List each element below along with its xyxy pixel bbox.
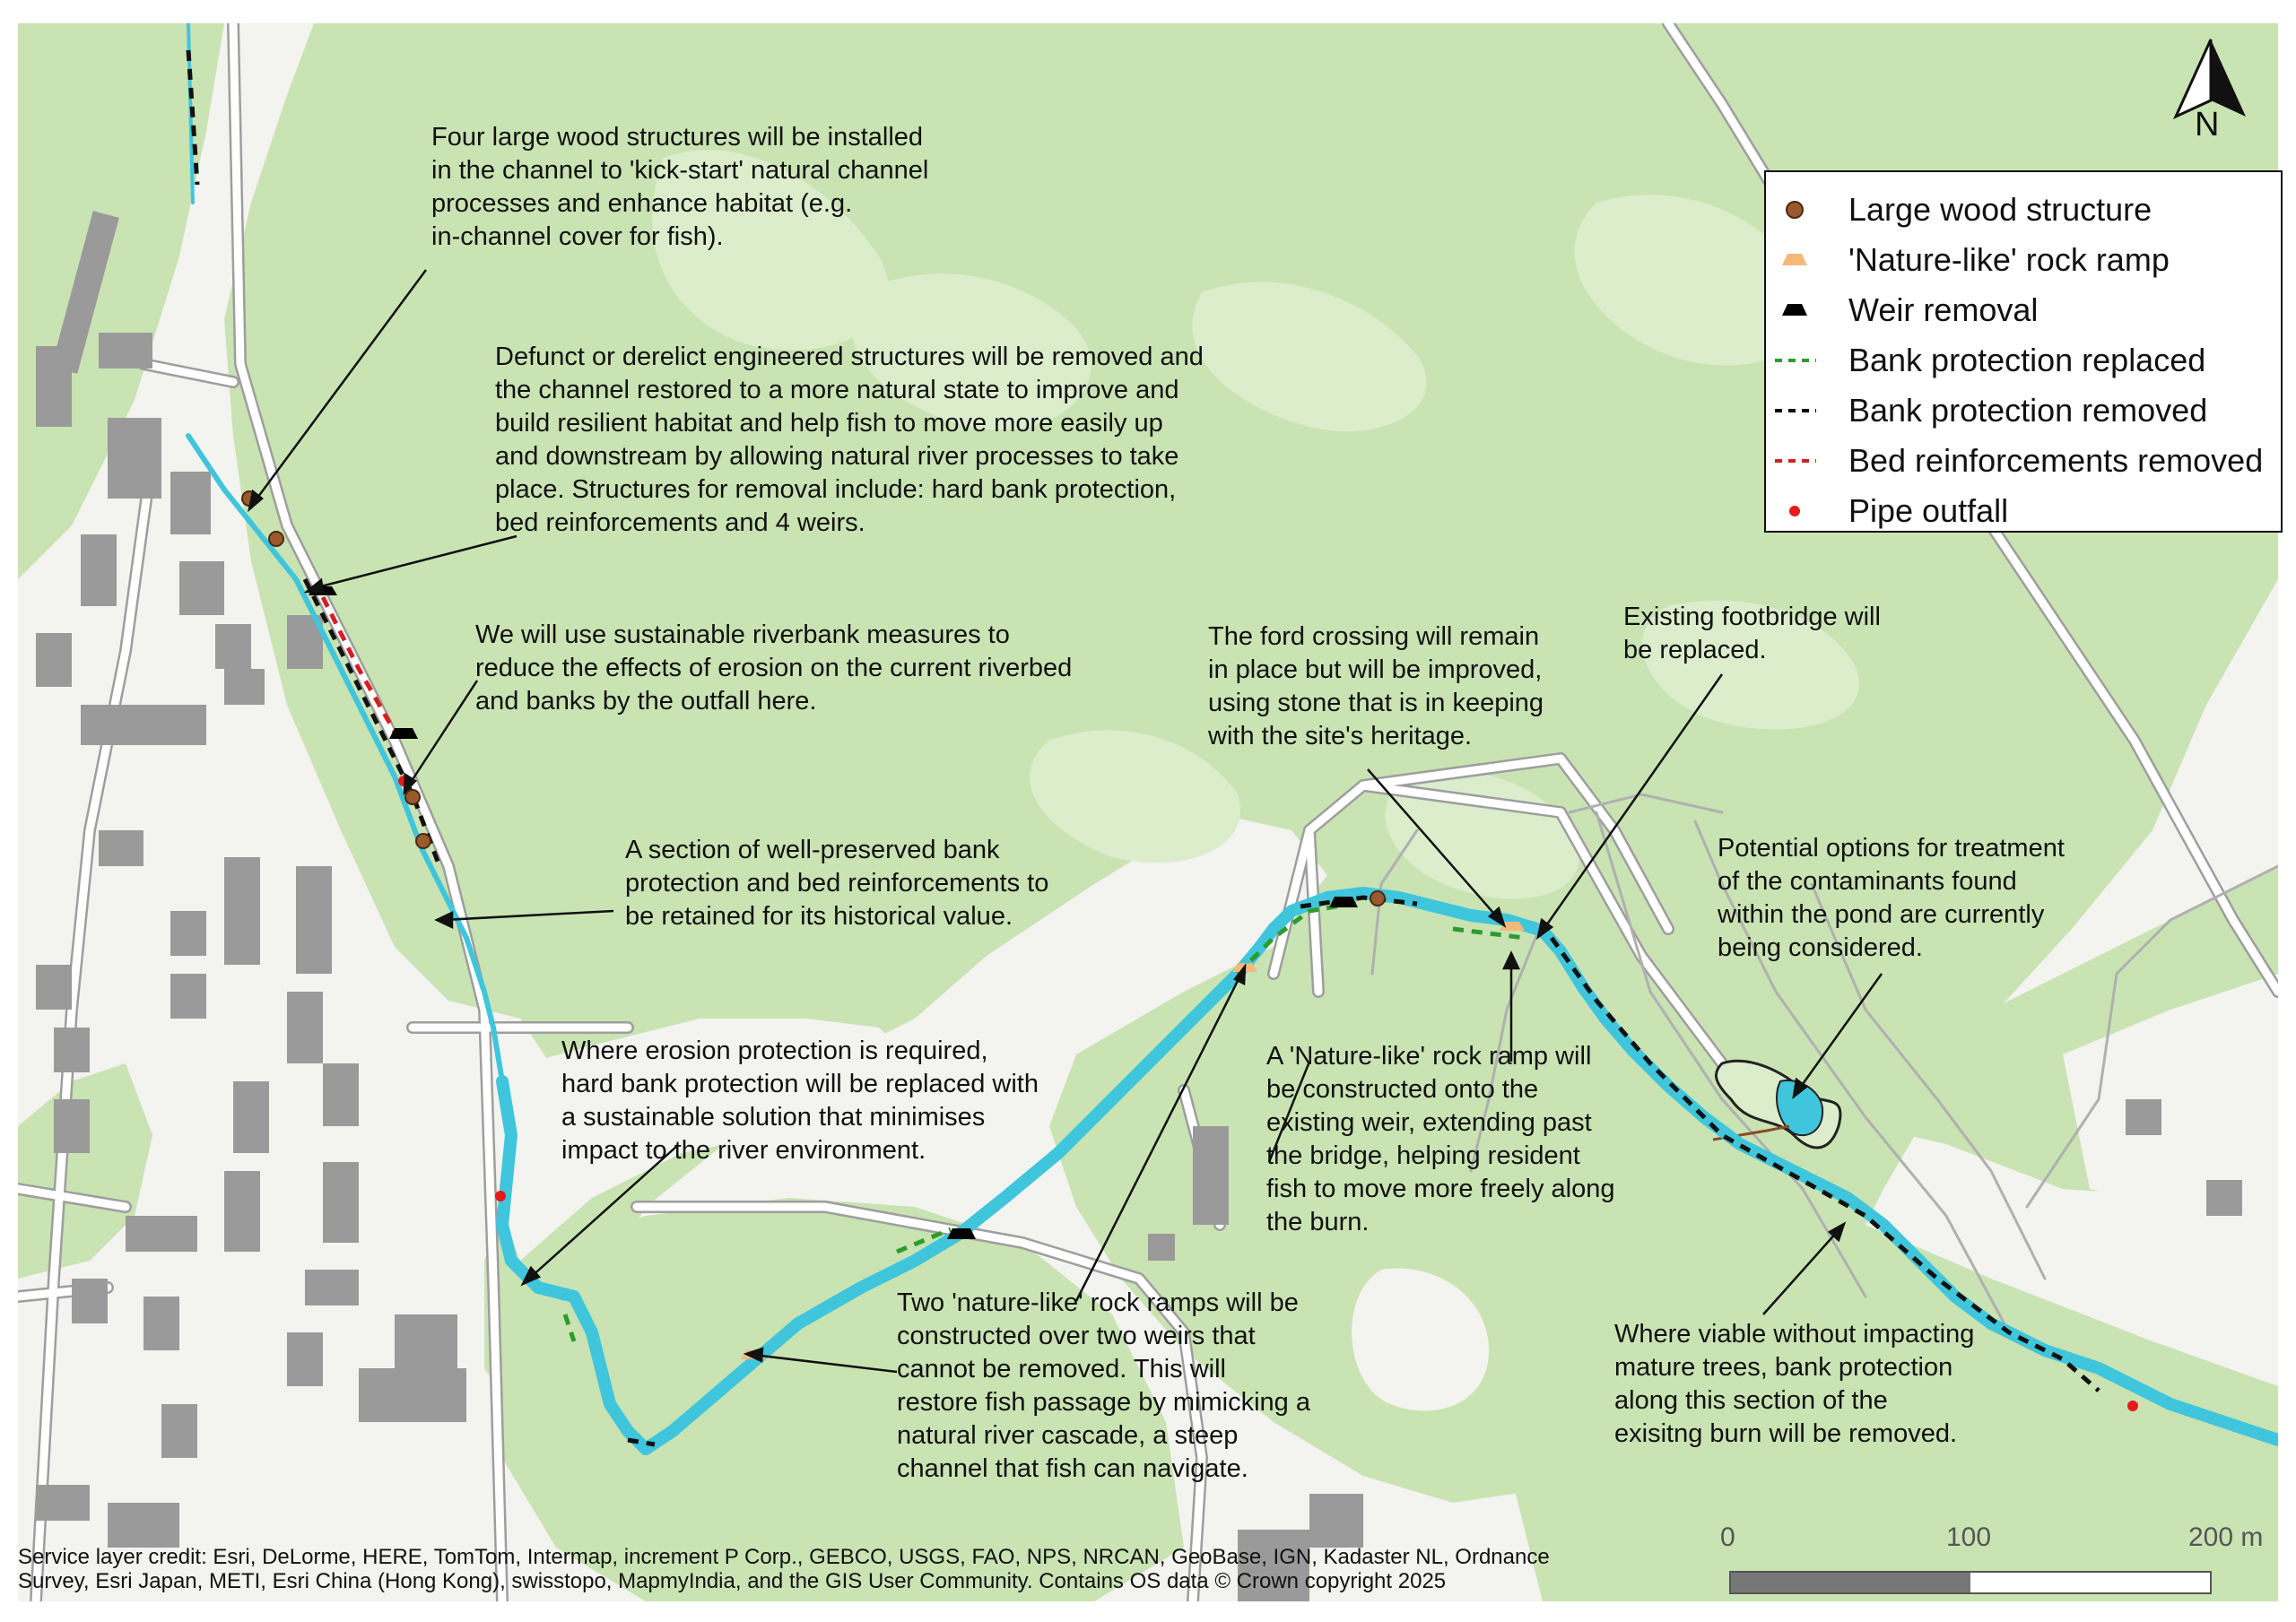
annotation-viable: Where viable without impacting mature trees, bank protection along this section of the exisitng burn will be removed. [1614,1320,1975,1448]
legend-label: Bank protection removed [1848,392,2208,429]
annotation-ford: The ford crossing will remain in place but will be improved, using stone that is in keeping with the site's heritage. [1208,622,1544,750]
legend-label: Bank protection replaced [1848,342,2206,378]
map-legend [1764,170,2283,533]
dashed-red-line-icon [1773,443,1816,479]
dashed-green-line-icon [1773,343,1816,378]
scale-label-100: 100 [1946,1522,1992,1552]
legend-item-bank-replaced [1766,335,2281,386]
weir-removal-icon [1773,292,1816,328]
dashed-black-line-icon [1773,393,1816,429]
service-layer-credit: Service layer credit: Esri, DeLorme, HERE, TomTom, Intermap, increment P Corp., GEBCO, USGS, FAO, NPS, NRCAN, GeoBase, IGN, Kadaster NL, Ordnance Survey, Esri Japan, METI, Esri China (Hong Kong), swisstopo, MapmyIndia, and the GIS User Community. Contains OS data © Crown copyright 2025 [18,1545,1550,1593]
rock-ramp-icon [1773,242,1816,278]
annotation-two-ramps: Two 'nature-like' rock ramps will be constructed over two weirs that cannot be removed. This will restore fish passage by mimicking a natural river cascade, a steep channel that fish can navigate. [897,1288,1310,1483]
scale-bar-fill [1731,1573,1970,1592]
annotation-wood: Four large wood structures will be installed in the channel to 'kick-start' natural channel processes and enhance habitat (e.g. in-channel cover for fish). [431,123,929,251]
legend-label: 'Nature-like' rock ramp [1848,241,2170,278]
legend-label: Weir removal [1848,291,2039,328]
legend-label: Bed reinforcements removed [1848,442,2264,479]
annotation-footbridge: Existing footbridge will be replaced. [1623,603,1881,664]
legend-item-bed-removed [1766,436,2281,486]
legend-item-large-wood [1766,185,2281,235]
annotation-defunct: Defunct or derelict engineered structures will be removed and the channel restored to a more natural state to improve and build resilient habitat and help fish to move more easily up and downstream by allowing natural river processes to take place. Structures for removal include: hard bank protection, bed reinforcements and 4 weirs. [495,343,1204,537]
legend-label: Large wood structure [1848,191,2152,228]
pipe-outfall-icon [1773,493,1816,529]
annotation-sustainable: We will use sustainable riverbank measures to reduce the effects of erosion on the current riverbed and banks by the outfall here. [475,620,1073,716]
scale-bar [1729,1571,2212,1594]
scale-label-200: 200 m [2188,1522,2264,1552]
legend-item-pipe-outfall [1766,486,2281,536]
large-wood-icon [1773,192,1816,228]
annotation-preserved: A section of well-preserved bank protection and bed reinforcements to be retained for its historical value. [625,836,1049,931]
legend-item-weir-removal [1766,285,2281,335]
annotation-erosion: Where erosion protection is required, hard bank protection will be replaced with a sustainable solution that minimises impact to the river environment. [561,1037,1039,1165]
annotation-pond: Potential options for treatment of the contaminants found within the pond are currently being considered. [1718,834,2065,962]
north-label: N [2195,106,2220,143]
annotation-rockramp: A 'Nature-like' rock ramp will be constructed onto the existing weir, extending past the bridge, helping resident fish to move more freely along the burn. [1266,1042,1615,1236]
scale-label-0: 0 [1720,1522,1735,1552]
legend-label: Pipe outfall [1848,492,2009,529]
legend-item-rock-ramp [1766,235,2281,285]
legend-item-bank-removed [1766,386,2281,436]
